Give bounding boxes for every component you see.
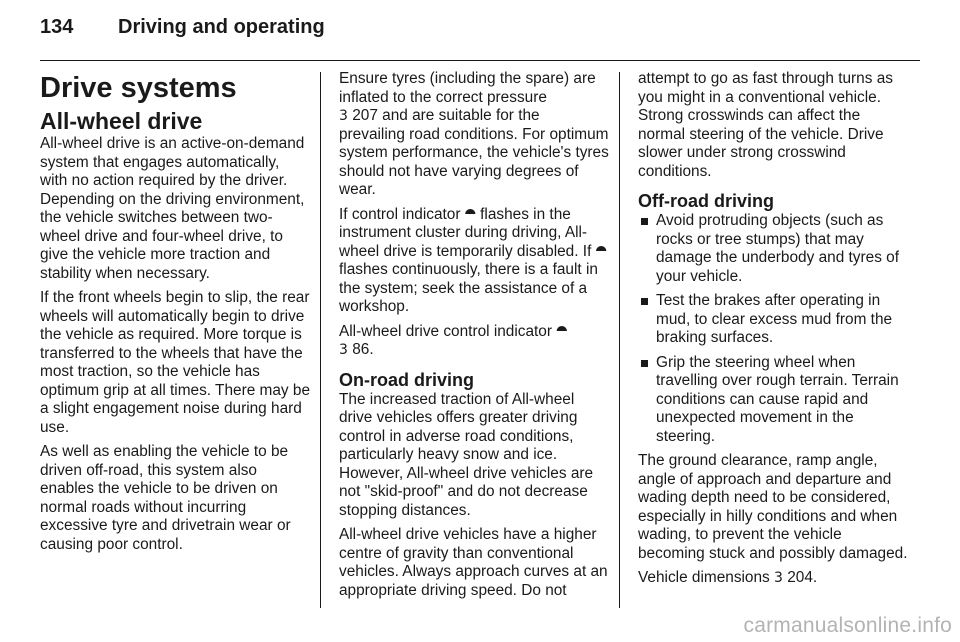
paragraph: The ground clearance, ramp angle, angle of approach and departure and wading depth need to be considered, especially in hilly conditions and when wading, to prevent the vehicle becoming stuck and possibly damaged.	[638, 452, 908, 562]
column-1	[40, 70, 310, 560]
text: Ensure tyres (including the spare) are inflated to the correct pressure	[339, 70, 596, 106]
awd-indicator-icon: ⯊	[556, 323, 568, 340]
section-title: Driving and operating	[118, 16, 325, 38]
page-header	[40, 16, 920, 48]
text: If control indicator	[339, 205, 461, 223]
awd-indicator-icon: ⯊	[464, 206, 476, 223]
column-2	[339, 70, 609, 606]
column-divider-1	[320, 72, 321, 608]
bullet-list	[638, 212, 908, 446]
column-divider-2	[619, 72, 620, 608]
text: Vehicle dimensions	[638, 569, 770, 586]
page-reference[interactable]: 207	[352, 107, 378, 124]
list-item	[638, 292, 908, 348]
page-reference[interactable]: 204.	[787, 569, 818, 586]
text: flashes continuously, there is a fault in the system; seek the assistance of a workshop.	[339, 261, 598, 315]
list-item-text: Test the brakes after operating in mud, to clear excess mud from the braking surfaces.	[656, 292, 893, 346]
subsection-heading: All-wheel drive	[40, 108, 203, 134]
watermark: carmanualsonline.info	[743, 614, 952, 637]
page-title: Drive systems	[40, 72, 237, 104]
subsection-heading: Off-road driving	[638, 191, 774, 211]
paragraph: All-wheel drive is an active-on-demand system that engages automatically, with no action required by the driver. Depending on the driving environment, the vehicle switches between two-wheel drive and four-wheel drive, to give the vehicle more traction and stability when necessary.	[40, 135, 305, 282]
reference-arrow-icon: 3	[339, 108, 348, 124]
bullet-square-icon	[641, 218, 648, 225]
paragraph	[339, 323, 609, 360]
page-reference[interactable]: 86.	[352, 341, 374, 358]
column-3	[638, 70, 908, 594]
paragraph	[638, 569, 908, 588]
reference-arrow-icon: 3	[774, 570, 783, 586]
bullet-square-icon	[641, 360, 648, 367]
list-item	[638, 212, 908, 286]
list-item-text: Avoid protruding objects (such as rocks or tree stumps) that may damage the underbody and tyres of your vehicle.	[656, 212, 899, 285]
paragraph	[339, 70, 609, 200]
paragraph: attempt to go as fast through turns as you might in a conventional vehicle. Strong crosswinds can affect the normal steering of the vehicle. Drive slower under strong crosswind conditions.	[638, 70, 893, 180]
paragraph	[339, 206, 609, 317]
paragraph: If the front wheels begin to slip, the rear wheels will automatically begin to drive the vehicle as required. More torque is transferred to the wheels that have the most traction, so the vehicle has optimum grip at all times. There may be a slight engagement noise during hard use.	[40, 289, 311, 436]
subsection-heading: On-road driving	[339, 369, 474, 390]
text: All-wheel drive control indicator	[339, 322, 552, 340]
paragraph: All-wheel drive vehicles have a higher centre of gravity than conventional vehicles. Always approach curves at an appropriate driving speed. Do not	[339, 526, 608, 599]
bullet-square-icon	[641, 298, 648, 305]
reference-arrow-icon: 3	[339, 342, 348, 358]
text: flashes in the instrument cluster during driving, All-wheel drive is temporarily disabled. If	[339, 205, 592, 260]
paragraph: The increased traction of All-wheel drive vehicles offers greater driving control in adverse road conditions, particularly heavy snow and ice. However, All-wheel drive vehicles are not "skid-proof" and do not decrease stopping distances.	[339, 390, 594, 519]
paragraph: As well as enabling the vehicle to be driven off-road, this system also enables the vehicle to be driven on normal roads without incurring excessive tyre and drivetrain wear or causing poor control.	[40, 443, 291, 553]
text: and are suitable for the prevailing road conditions. For optimum system performance, the vehicle's tyres should not have varying degrees of wear.	[339, 107, 609, 198]
list-item-text: Grip the steering wheel when travelling over rough terrain. Terrain conditions can cause rapid and unexpected movement in the steering.	[656, 353, 899, 445]
page-number: 134	[40, 16, 74, 38]
awd-indicator-icon: ⯊	[595, 243, 607, 260]
list-item	[638, 354, 908, 447]
header-rule	[40, 60, 920, 61]
